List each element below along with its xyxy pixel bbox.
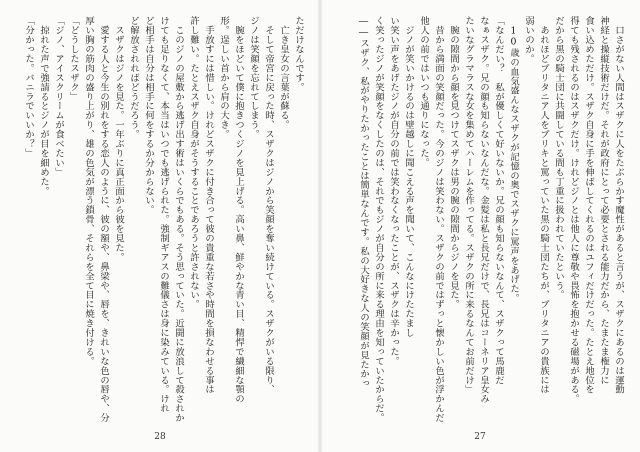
text-line: 口さがない人間はスザクに人をたぶらかす魔性があると言うが、スザクにあるのは運動 xyxy=(613,16,624,394)
left-page-text xyxy=(23,16,306,423)
text-line: スザクはジノを見た。一年ぶりに真正面から彼を見た。 xyxy=(113,16,124,262)
text-line: 形。逞しい首から肩の大き。 xyxy=(218,16,229,139)
text-line: あれほどブリタニア人をブリキと罵っていた黒の騎士団たちが、ブリタニアの貴族には xyxy=(538,16,549,394)
text-line: 愛する人と今生の別れをする恋人のように、彼の額や、鼻梁や、唇を、きれいな色の唇や、分 xyxy=(98,16,109,423)
text-line: 亡き皇女の言葉が蘇る。 xyxy=(278,16,289,130)
text-line: 昔から満面の笑顔だった。今のジノは笑わない。スザクの前ではずっと懐かしい色が浮かんだ xyxy=(433,16,444,423)
text-line: 許し難い。たとえスザク自身がそうすることであろうと許されない。 xyxy=(188,16,199,309)
text-line: だから黒の騎士団に共闘している間も丁重に扱われていたという。 xyxy=(553,16,564,300)
text-line: ジノは笑顔を忘れてしまう。 xyxy=(248,16,259,139)
text-line: 他人の前ではいつも通りになった。 xyxy=(418,16,429,168)
text-line: 腕をほどいて僕に抱きつくジノを見上げる。高い鼻、鮮やかな青い目、精悍で繊細な顎の xyxy=(233,16,244,404)
book-gutter xyxy=(317,0,323,452)
text-line: ジノが笑いかけるのは壁越しに聞こえる声を聞いて、こんなにけたたまし xyxy=(403,16,414,338)
text-line: 「なんだい？ 私が優しくて好いないか。兄の顔も知らないなんて、スザクって馬鹿だ xyxy=(493,16,504,385)
text-line: なぁスザク。兄の顔も知らないなんだな。金髪は私と長兄だけで、長兄はコーネリア皇女み xyxy=(478,16,489,404)
text-line: 食い込めただけ。スザク自身に手を伸ばしてくれるのはユフィだけだった。たとえ地位を xyxy=(583,16,594,394)
text-line: い笑い声をあげたジノが自分の前では笑わなくなったことが、スザクは辛かった。 xyxy=(388,16,399,366)
text-line: ――スザク、私がやりたかったことは簡単なんです。私の大好きな人の笑顔が見たかっ xyxy=(358,16,369,388)
text-line: 「分かった。バニラでいいか？」 xyxy=(23,16,34,158)
text-line: ど解放されればどうだろう。 xyxy=(128,16,139,139)
text-line: く笑ったジノが笑顔をなくしたのは、それでもジノが自分の所に来る理由を知っていたからだ。 xyxy=(373,16,384,423)
right-page xyxy=(320,0,640,452)
text-line: けても足りなくて、本当はいつでも逃げられた。強制ギアスの難儀さは身に染みている。けれ xyxy=(158,16,169,413)
text-line: 得ても残されるのはスザクだけ。けれどジノとは他人に尊敬や畏怖を抱かせる磁場がある。 xyxy=(568,16,579,404)
text-line: このジノの屋敷から逃げ出す術はいくらでもある。そう思っていた。近闘に放浪して殺されか xyxy=(173,16,184,423)
text-line: ただけなんです。 xyxy=(293,16,304,92)
text-line: 「ジノ、アイスクリームが食べたい」 xyxy=(53,16,64,177)
text-line: 掠れた声で強請るとジノが目を細めた。 xyxy=(38,16,49,196)
text-line: 腕の隙間から顔を見つけてスザクは男の腕の隙間からジノを見た。 xyxy=(448,16,459,309)
text-line: 手放すには惜しい。けれどスザクに付き合って彼の貴重な若さや時間を損なわせる事は xyxy=(203,16,214,394)
text-line: 「どうしたスザク」 xyxy=(68,16,79,102)
text-line: そして帝宮に戻った時、スザクはジノから笑顔を奪い続けている。スザクがいる限り、 xyxy=(263,16,274,394)
text-line: 神経と操縦技術だけだ。それが政府にとって必要とされる能力だから、たまたま権力に xyxy=(598,16,609,385)
right-page-text xyxy=(344,16,626,422)
right-page-number: 27 xyxy=(474,432,486,442)
left-page-number: 28 xyxy=(154,432,166,442)
text-line: 厚い胸の筋肉の盛り上がり、雄の色気が漂う鎖骨、それらを全て目に焼き付ける。 xyxy=(83,16,94,366)
text-line: 10歳の血気盛んなスザクが記憶の奥でスザクに罵声をあげた。 xyxy=(508,16,519,303)
text-line: ど相手は自分は相手に何をするか分からない。 xyxy=(143,16,154,215)
text-line: たいなグラマラスな女を集めてハーレムを作ってる。スザクの所に来るなんてお前だけ」 xyxy=(463,16,474,394)
text-line: 弱いのか。 xyxy=(523,16,534,64)
